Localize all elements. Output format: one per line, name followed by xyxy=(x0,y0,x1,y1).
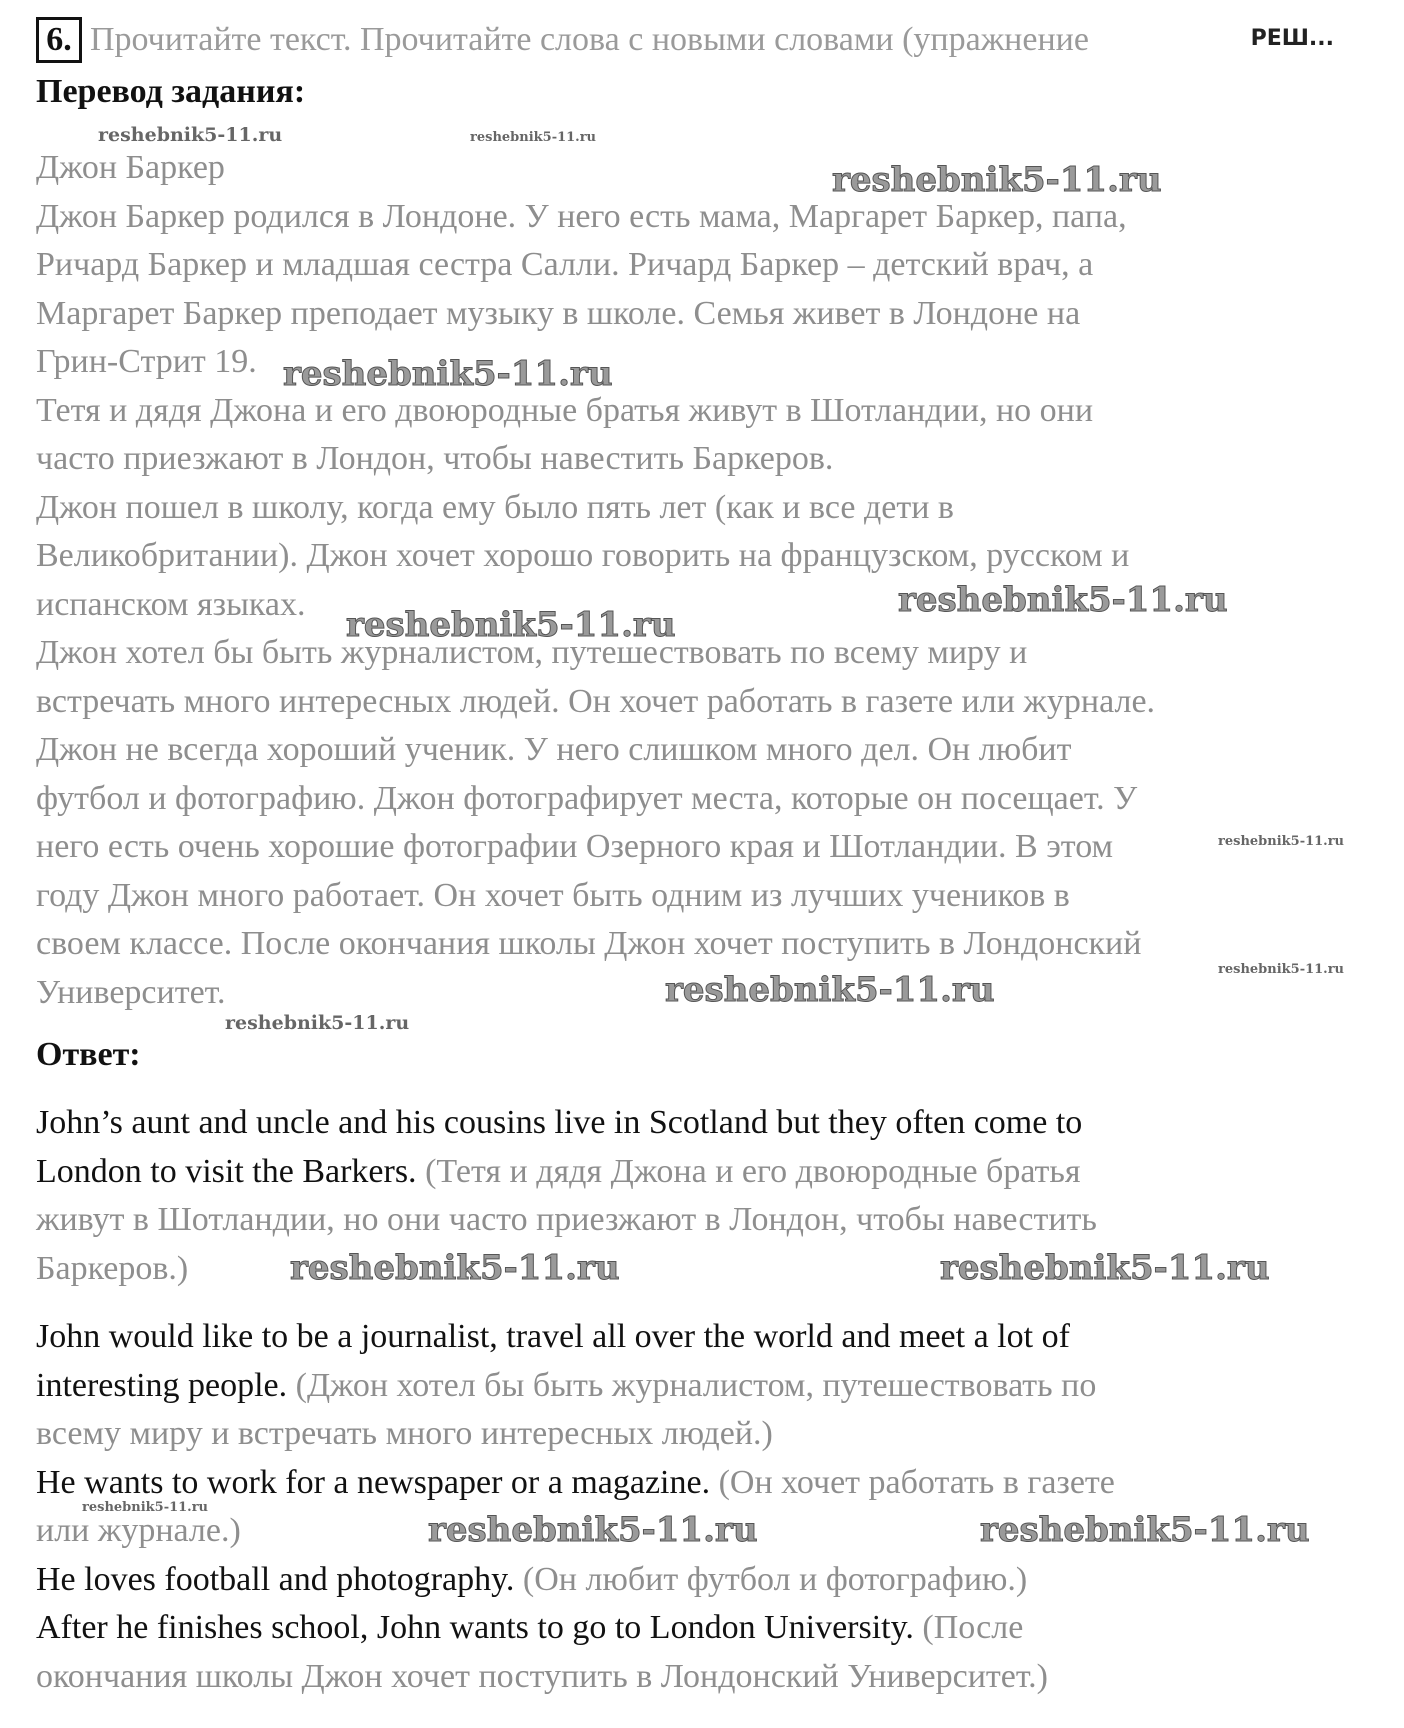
answer-russian: живут в Шотландии, но они часто приезжают в Лондон, чтобы навестить xyxy=(36,1201,1097,1238)
corner-logo: РЕШ... xyxy=(1250,26,1334,51)
watermark: reshebnik5-11.ru xyxy=(82,1500,209,1515)
answer-russian: (Он любит футбол и фотографию.) xyxy=(514,1560,1028,1598)
answer-english: After he finishes school, John wants to go to London University. xyxy=(36,1609,914,1646)
watermark: reshebnik5-11.ru xyxy=(283,354,613,394)
watermark: reshebnik5-11.ru xyxy=(1218,834,1345,849)
answer-english: London to visit the Barkers. xyxy=(36,1152,417,1190)
answer-line xyxy=(36,1556,1356,1605)
answer-line xyxy=(36,1459,1356,1508)
answer-line xyxy=(36,1313,1356,1362)
answer-english: John would like to be a journalist, travel all over the world and meet a lot of xyxy=(36,1318,1070,1355)
translation-line: Университет. xyxy=(36,973,226,1011)
task-header xyxy=(36,14,1356,66)
translation-line: Тетя и дядя Джона и его двоюродные братья живут в Шотландии, но они xyxy=(36,391,1094,429)
answer-russian: (Джон хотел бы быть журналистом, путешествовать по xyxy=(287,1366,1097,1404)
task-number: 6. xyxy=(36,17,82,63)
translation-line: году Джон много работает. Он хочет быть одним из лучших учеников в xyxy=(36,876,1070,914)
answer-heading: Ответ: xyxy=(36,1036,141,1073)
answer-russian: Баркеров.) xyxy=(36,1249,189,1287)
task-instruction: Прочитайте текст. Прочитайте слова с новыми словами (упражнение xyxy=(90,21,1089,58)
answer-item xyxy=(36,1313,1356,1459)
answer-english: He wants to work for a newspaper or a magazine. xyxy=(36,1463,711,1501)
answer-english: interesting people. xyxy=(36,1366,288,1404)
answer-line xyxy=(36,1099,1356,1148)
answer-russian: окончания школы Джон хочет поступить в Лондонский Университет.) xyxy=(36,1657,1048,1695)
translation-line: Грин-Стрит 19. xyxy=(36,343,257,380)
watermark: reshebnik5-11.ru xyxy=(980,1510,1310,1550)
answer-line xyxy=(36,1604,1356,1653)
answer-russian: (Он хочет работать в газете xyxy=(710,1463,1115,1501)
translation-heading: Перевод задания: xyxy=(36,73,306,110)
watermark: reshebnik5-11.ru xyxy=(98,124,283,146)
document-page xyxy=(36,14,1356,1701)
watermark: reshebnik5-11.ru xyxy=(940,1248,1270,1288)
answer-line xyxy=(36,1410,1356,1459)
answer-list xyxy=(36,1099,1356,1701)
answer-russian: всему миру и встречать много интересных людей.) xyxy=(36,1415,773,1452)
answer-line xyxy=(36,1653,1356,1702)
watermark: reshebnik5-11.ru xyxy=(428,1510,758,1550)
answer-line xyxy=(36,1148,1356,1197)
answer-english: He loves football and photography. xyxy=(36,1560,515,1598)
translation-line: Джон не всегда хороший ученик. У него слишком много дел. Он любит xyxy=(36,731,1072,768)
translation-line: Ричард Баркер и младшая сестра Салли. Ричард Баркер – детский врач, а xyxy=(36,246,1094,283)
answer-item xyxy=(36,1604,1356,1701)
watermark: reshebnik5-11.ru xyxy=(665,970,995,1010)
watermark: reshebnik5-11.ru xyxy=(470,130,597,145)
translation-line: Джон Баркер родился в Лондоне. У него есть мама, Маргарет Баркер, папа, xyxy=(36,197,1127,235)
answer-item xyxy=(36,1556,1356,1605)
translation-line: Маргарет Баркер преподает музыку в школе. Семья живет в Лондоне на xyxy=(36,294,1081,332)
translation-line: Джон хотел бы быть журналистом, путешествовать по всему миру и xyxy=(36,634,1028,671)
answer-line xyxy=(36,1196,1356,1245)
translation-line: испанском языках. xyxy=(36,585,306,623)
translation-line: встречать много интересных людей. Он хочет работать в газете или журнале. xyxy=(36,682,1156,720)
watermark: reshebnik5-11.ru xyxy=(1218,962,1345,977)
answer-russian: (Тетя и дядя Джона и его двоюродные братья xyxy=(416,1152,1081,1190)
answer-russian: или журнале.) xyxy=(36,1512,241,1549)
answer-line xyxy=(36,1362,1356,1411)
answer-english: John’s aunt and uncle and his cousins live in Scotland but they often come to xyxy=(36,1104,1083,1141)
watermark: reshebnik5-11.ru xyxy=(225,1012,410,1034)
watermark: reshebnik5-11.ru xyxy=(346,605,676,645)
translation-line: Джон Баркер xyxy=(36,149,225,186)
translation-line: него есть очень хорошие фотографии Озерного края и Шотландии. В этом xyxy=(36,828,1114,865)
translation-line: футбол и фотографию. Джон фотографирует места, которые он посещает. У xyxy=(36,779,1138,817)
watermark: reshebnik5-11.ru xyxy=(832,160,1162,200)
watermark: reshebnik5-11.ru xyxy=(290,1248,620,1288)
translation-line: часто приезжают в Лондон, чтобы навестить Баркеров. xyxy=(36,440,834,477)
translation-line: своем классе. После окончания школы Джон хочет поступить в Лондонский xyxy=(36,925,1142,962)
watermark: reshebnik5-11.ru xyxy=(898,580,1228,620)
translation-line: Великобритании). Джон хочет хорошо говорить на французском, русском и xyxy=(36,537,1130,574)
translation-line: Джон пошел в школу, когда ему было пять лет (как и все дети в xyxy=(36,488,954,526)
answer-russian: (После xyxy=(913,1609,1024,1646)
